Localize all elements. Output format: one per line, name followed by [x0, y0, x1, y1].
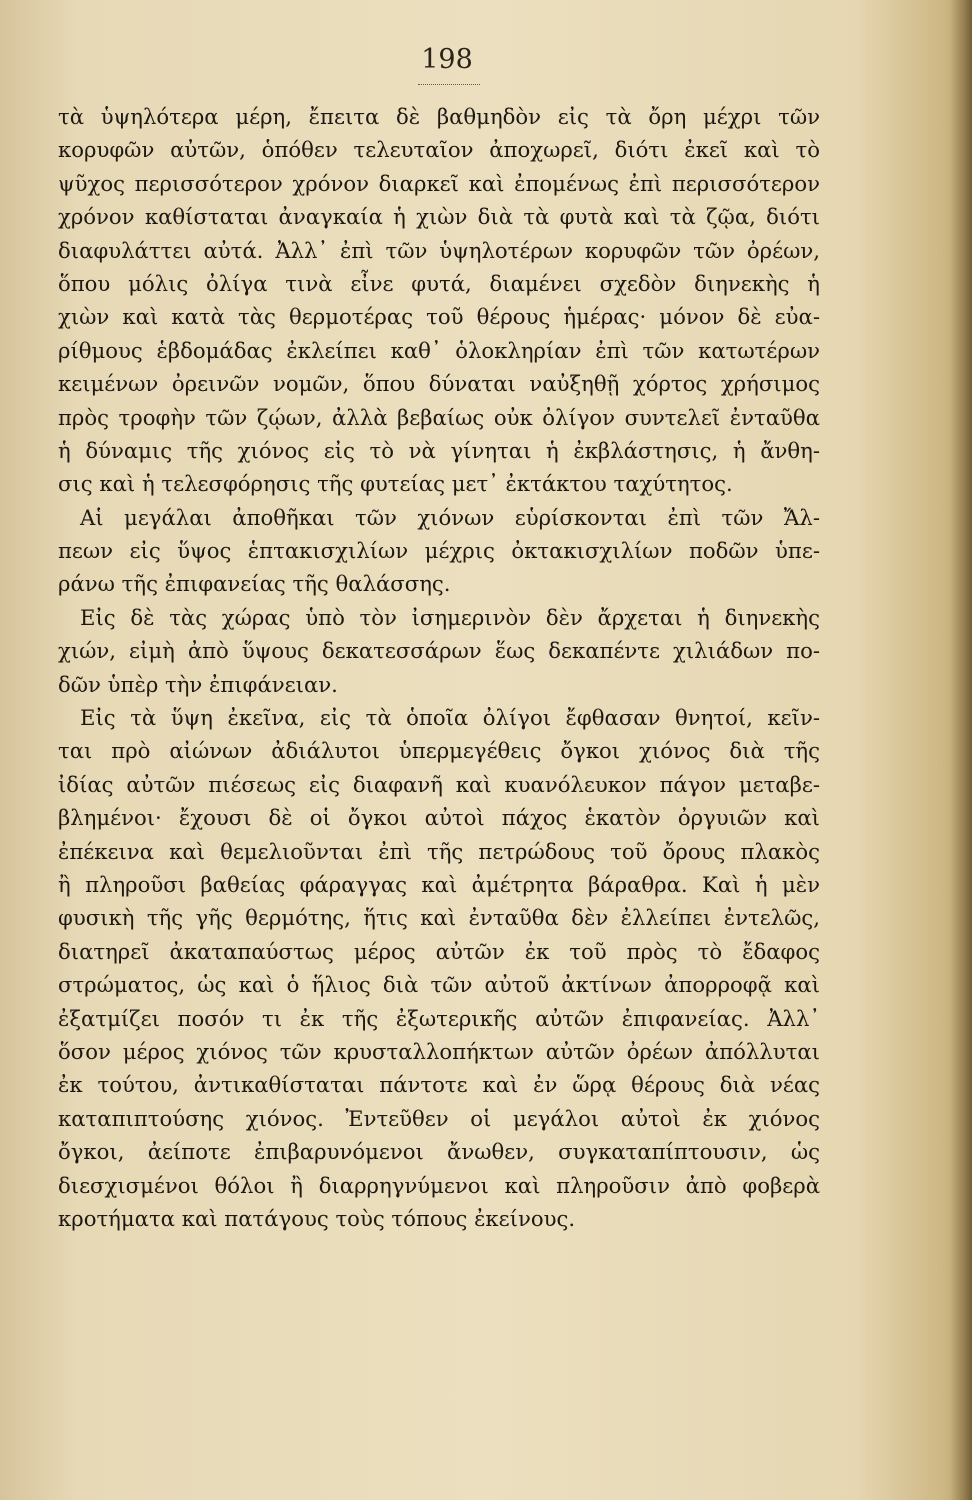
text-line: ὅπου μόλις ὀλίγα τινὰ εἶνε φυτά, διαμένει σχεδὸν διηνεκὴς ἡ: [58, 270, 820, 296]
text-line: στρώματος, ὡς καὶ ὁ ἥλιος διὰ τῶν αὐτοῦ ἀκτίνων ἀπορροφᾷ καὶ: [58, 972, 820, 998]
text-line: ἰδίας αὐτῶν πιέσεως εἰς διαφανῆ καὶ κυανόλευκον πάγον μεταβε-: [58, 771, 820, 797]
text-line: πρὸς τροφὴν τῶν ζῴων, ἀλλὰ βεβαίως οὐκ ὀλίγον συντελεῖ ἐνταῦθα: [58, 404, 820, 430]
body-text: [58, 100, 820, 1235]
text-line: χιὼν καὶ κατὰ τὰς θερμοτέρας τοῦ θέρους ἡμέρας· μόνον δὲ εὐα-: [58, 304, 820, 330]
text-line: σις καὶ ἡ τελεσφόρησις τῆς φυτείας μετ᾽ ἐκτάκτου ταχύτητος.: [58, 471, 733, 497]
page-number: 198: [421, 44, 473, 75]
text-line: ἐκ τούτου, ἀντικαθίσταται πάντοτε καὶ ἐν ὥρᾳ θέρους διὰ νέας: [58, 1072, 820, 1098]
text-line: διατηρεῖ ἀκαταπαύστως μέρος αὐτῶν ἐκ τοῦ πρὸς τὸ ἔδαφος: [58, 938, 820, 964]
text-line: διεσχισμένοι θόλοι ἢ διαρρηγνύμενοι καὶ πληροῦσιν ἀπὸ φοβερὰ: [58, 1172, 820, 1198]
text-line: διαφυλάττει αὐτά. Ἀλλ᾽ ἐπὶ τῶν ὑψηλοτέρων κορυφῶν τῶν ὀρέων,: [58, 237, 820, 263]
page-number-rule: [418, 84, 480, 85]
text-line: χρόνον καθίσταται ἀναγκαία ἡ χιὼν διὰ τὰ φυτὰ καὶ τὰ ζῷα, διότι: [58, 204, 820, 230]
text-line: ἐξατμίζει ποσόν τι ἐκ τῆς ἐξωτερικῆς αὐτῶν ἐπιφανείας. Ἀλλ᾽: [58, 1005, 820, 1031]
text-line: κειμένων ὀρεινῶν νομῶν, ὅπου δύναται ναὐξηθῇ χόρτος χρήσιμος: [58, 371, 820, 397]
text-line: δῶν ὑπὲρ τὴν ἐπιφάνειαν.: [58, 671, 338, 697]
text-line: ἐπέκεινα καὶ θεμελιοῦνται ἐπὶ τῆς πετρώδους τοῦ ὄρους πλακὸς: [58, 838, 820, 864]
text-line: ται πρὸ αἰώνων ἀδιάλυτοι ὑπερμεγέθεις ὄγκοι χιόνος διὰ τῆς: [58, 738, 820, 764]
text-line: κορυφῶν αὐτῶν, ὁπόθεν τελευταῖον ἀποχωρεῖ, διότι ἐκεῖ καὶ τὸ: [58, 137, 820, 163]
text-line: ἡ δύναμις τῆς χιόνος εἰς τὸ νὰ γίνηται ἡ ἐκβλάστησις, ἡ ἄνθη-: [58, 437, 820, 463]
text-line: ρίθμους ἑβδομάδας ἐκλείπει καθ᾽ ὁλοκληρίαν ἐπὶ τῶν κατωτέρων: [58, 337, 820, 363]
text-line: Εἰς τὰ ὕψη ἐκεῖνα, εἰς τὰ ὁποῖα ὀλίγοι ἔφθασαν θνητοί, κεῖν-: [80, 705, 820, 731]
page-binding-shadow: [950, 0, 972, 1500]
text-line: ὅσον μέρος χιόνος τῶν κρυσταλλοπήκτων αὐτῶν ὀρέων ἀπόλλυται: [58, 1038, 820, 1064]
text-line: τὰ ὑψηλότερα μέρη, ἔπειτα δὲ βαθμηδὸν εἰς τὰ ὄρη μέχρι τῶν: [58, 104, 820, 129]
text-line: βλημένοι· ἔχουσι δὲ οἱ ὄγκοι αὐτοὶ πάχος ἑκατὸν ὀργυιῶν καὶ: [58, 805, 820, 831]
text-line: χιών, εἰμὴ ἀπὸ ὕψους δεκατεσσάρων ἕως δεκαπέντε χιλιάδων πο-: [58, 638, 820, 664]
text-line: Αἱ μεγάλαι ἀποθῆκαι τῶν χιόνων εὑρίσκονται ἐπὶ τῶν Ἄλ-: [80, 504, 820, 530]
text-line: ὄγκοι, ἀείποτε ἐπιβαρυνόμενοι ἄνωθεν, συγκαταπίπτουσιν, ὡς: [58, 1139, 820, 1165]
text-line: Εἰς δὲ τὰς χώρας ὑπὸ τὸν ἰσημερινὸν δὲν ἄρχεται ἡ διηνεκὴς: [80, 604, 820, 630]
text-line: καταπιπτούσης χιόνος. Ἐντεῦθεν οἱ μεγάλοι αὐτοὶ ἐκ χιόνος: [58, 1105, 820, 1131]
text-line: πεων εἰς ὕψος ἑπτακισχιλίων μέχρις ὀκτακισχιλίων ποδῶν ὑπε-: [58, 538, 820, 564]
text-line: ψῦχος περισσότερον χρόνον διαρκεῖ καὶ ἐπομένως ἐπὶ περισσότερον: [58, 170, 820, 196]
text-line: ἢ πληροῦσι βαθείας φάραγγας καὶ ἀμέτρητα βάραθρα. Καὶ ἡ μὲν: [58, 871, 820, 897]
text-line: ράνω τῆς ἐπιφανείας τῆς θαλάσσης.: [58, 571, 451, 597]
text-line: κροτήματα καὶ πατάγους τοὺς τόπους ἐκείνους.: [58, 1205, 576, 1231]
text-line: φυσικὴ τῆς γῆς θερμότης, ἥτις καὶ ἐνταῦθα δὲν ἐλλείπει ἐντελῶς,: [58, 905, 820, 931]
